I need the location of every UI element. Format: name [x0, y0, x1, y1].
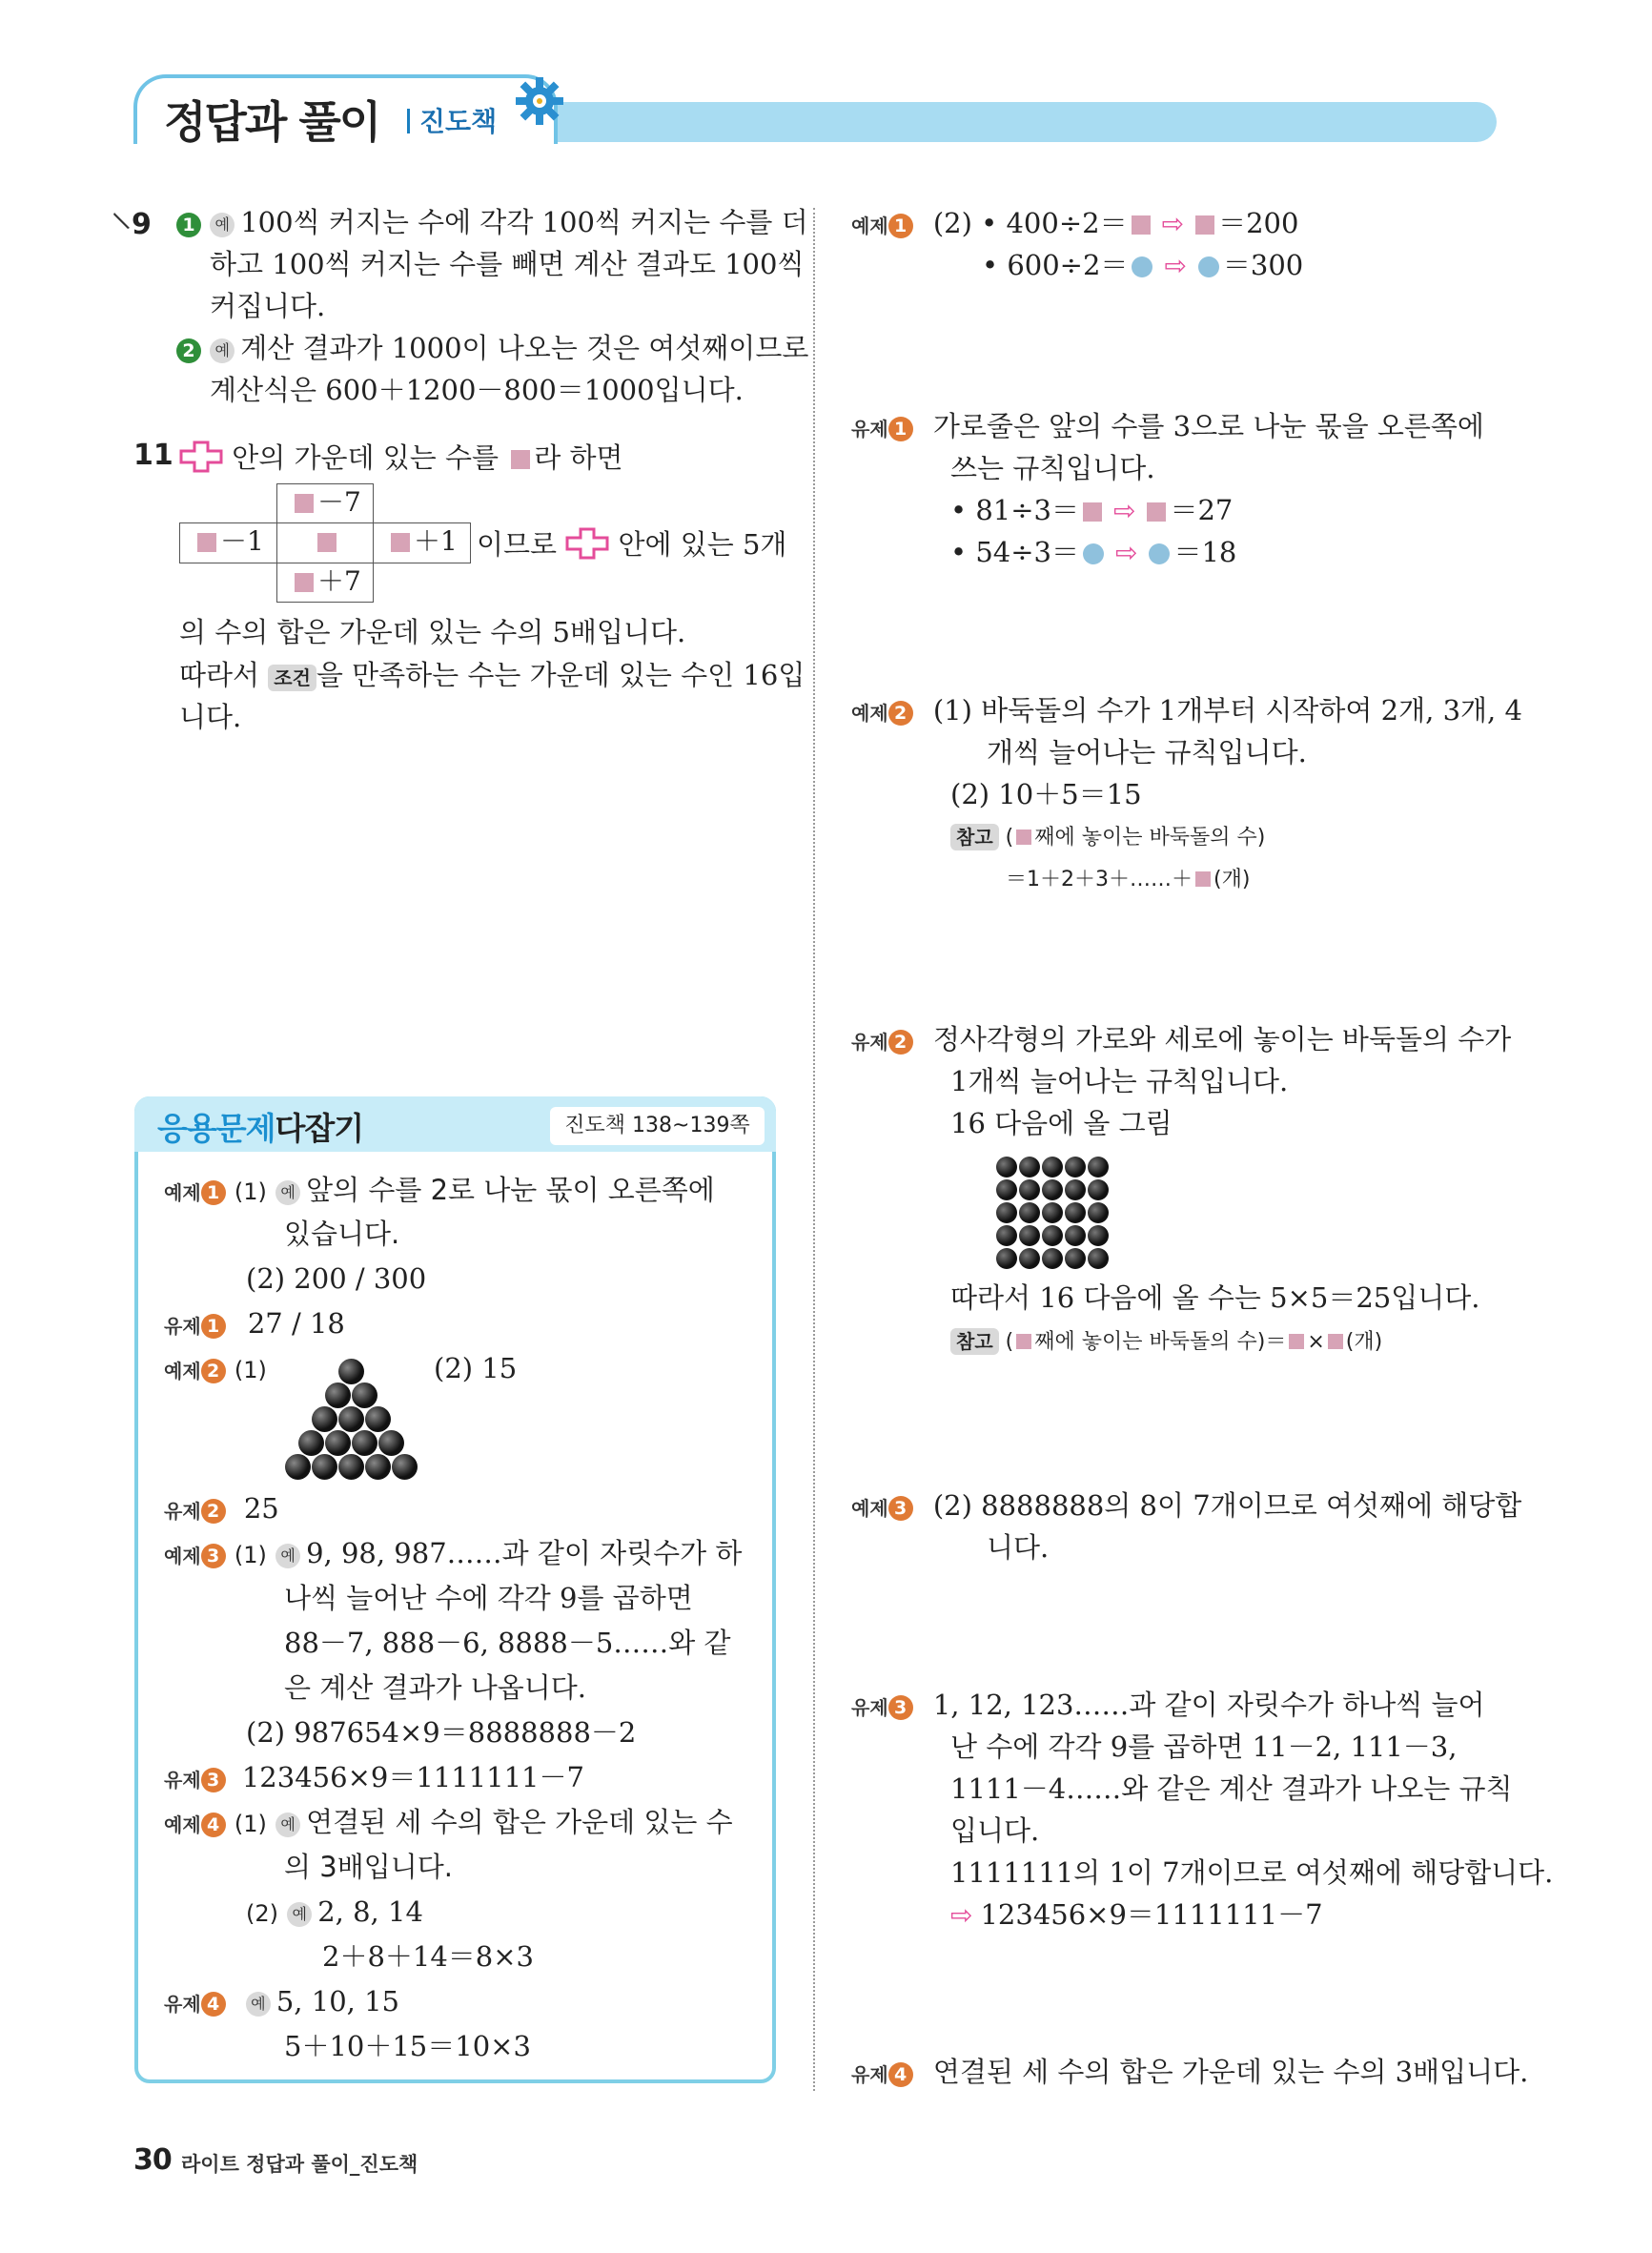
stone: [1088, 1225, 1109, 1246]
stone: [1042, 1248, 1063, 1269]
yu-number: 1: [201, 1314, 226, 1339]
applied-box-title: [157, 1104, 363, 1149]
text: ＝300: [1222, 249, 1304, 281]
box-ex3-line4: 은 계산 결과가 나옵니다.: [284, 1671, 587, 1704]
square-placeholder: [1132, 215, 1151, 235]
footer-page-number: 30: [133, 2143, 172, 2177]
ex-label: 예제: [164, 1360, 201, 1383]
text: (2) • 400÷2＝: [932, 207, 1128, 239]
ex-label: 예제: [164, 1181, 201, 1204]
stone: [352, 1383, 377, 1408]
cross-shape-icon: [565, 527, 609, 560]
text: 째에 놓이는 바둑돌의 수)＝: [1034, 1330, 1287, 1354]
stone: [1019, 1248, 1040, 1269]
square-placeholder: [317, 533, 337, 552]
box-yu4-line2: 5＋10＋15＝10×3: [284, 2030, 531, 2062]
yu-label: 유제: [851, 1031, 888, 1054]
box-ex4-line4: 2＋8＋14＝8×3: [322, 1940, 535, 1973]
footer-text: 라이트 정답과 풀이_진도책: [181, 2153, 418, 2176]
q11-after: [477, 527, 786, 560]
text: (: [1005, 826, 1014, 850]
square-placeholder: [1195, 215, 1214, 235]
text: ＝200: [1218, 207, 1299, 239]
stone: [996, 1157, 1017, 1178]
circle-placeholder: [1198, 256, 1219, 277]
square-placeholder: [295, 573, 314, 592]
ex-label: 예제: [851, 1497, 888, 1520]
stone: [1042, 1202, 1063, 1223]
stone: [378, 1430, 404, 1456]
box-yu3: [164, 1763, 584, 1794]
text: ×: [1307, 1330, 1325, 1354]
square-placeholder: [1289, 1334, 1304, 1349]
text: (: [1005, 1330, 1014, 1354]
stone: [352, 1430, 377, 1456]
text: (개): [1214, 868, 1251, 891]
stone: [1019, 1202, 1040, 1223]
yu-label: 유제: [164, 1315, 201, 1338]
ex-number: 3: [201, 1544, 226, 1568]
q11-line4: [179, 661, 805, 691]
text: ＝1＋2＋3＋……＋: [1006, 868, 1193, 891]
ex-label: 예제: [851, 702, 888, 725]
yu-number: 4: [201, 1992, 226, 2017]
yu-number: 1: [888, 417, 913, 441]
ex-label: 예제: [851, 215, 888, 237]
stone: [1042, 1225, 1063, 1246]
q9-p1-line2: 하고 100씩 커지는 수를 빼면 계산 결과도 100씩: [210, 248, 805, 280]
text: 이므로: [477, 528, 558, 561]
cross-cell-center: [276, 522, 374, 563]
text: 계산 결과가 1000이 나오는 것은 여섯째이므로: [240, 332, 809, 364]
ex-number: 3: [888, 1496, 913, 1521]
stone: [365, 1454, 391, 1480]
part-num: (2): [246, 1900, 278, 1927]
cross-cell-bottom: [276, 563, 374, 603]
text: 123456×9＝1111111－7: [241, 1761, 584, 1793]
r-yu2-l4: 따라서 16 다음에 올 수는 5×5＝25입니다.: [950, 1281, 1480, 1314]
text: 27 / 18: [247, 1307, 345, 1340]
stone: [1088, 1179, 1109, 1200]
yu-number: 3: [888, 1695, 913, 1720]
ex-number: 2: [201, 1359, 226, 1383]
r-ex2-l1: [851, 696, 1522, 727]
text: • 81÷3＝: [950, 494, 1079, 526]
stone: [1088, 1248, 1109, 1269]
stone: [1065, 1179, 1086, 1200]
circle-placeholder: [1149, 543, 1170, 564]
box-ex1-line1: [164, 1176, 715, 1207]
r-ex1-a: [851, 209, 1298, 240]
ye-badge: 예: [275, 1544, 300, 1568]
stone: [1065, 1157, 1086, 1178]
cross-cell-right: [373, 522, 471, 563]
r-yu3-l1: [851, 1690, 1484, 1722]
r-yu1-l2: 쓰는 규칙입니다.: [950, 452, 1155, 484]
r-ex1-b: [982, 251, 1303, 280]
ye-badge: 예: [275, 1813, 300, 1837]
yu-label: 유제: [164, 1500, 201, 1523]
box-ex1-line2: 있습니다.: [284, 1218, 400, 1250]
header-divider: [407, 109, 410, 133]
ex-number: 4: [201, 1813, 226, 1837]
stone: [1088, 1157, 1109, 1178]
box-yu1: [164, 1309, 345, 1341]
text: • 600÷2＝: [982, 249, 1129, 281]
text: (2) 8888888의 8이 7개이므로 여섯째에 해당합: [932, 1489, 1522, 1522]
ex-number: 1: [201, 1180, 226, 1205]
yu-label: 유제: [851, 1696, 888, 1719]
square-placeholder: [1016, 1334, 1031, 1349]
stone: [1019, 1179, 1040, 1200]
text: 1, 12, 123……과 같이 자릿수가 하나씩 늘어: [932, 1689, 1485, 1721]
text: ＋1: [414, 525, 458, 557]
r-yu2-l2: 1개씩 늘어나는 규칙입니다.: [950, 1065, 1289, 1097]
q9-p2-line1: [176, 334, 808, 363]
ye-badge: 예: [275, 1180, 300, 1205]
yu-label: 유제: [164, 1993, 201, 2016]
square-placeholder: [1083, 502, 1102, 522]
q9-p1-line1: [176, 208, 808, 237]
box-yu2: [164, 1494, 279, 1526]
stone: [312, 1406, 337, 1432]
q9-marker-1: 1: [176, 213, 201, 237]
stone: [996, 1225, 1017, 1246]
ye-badge: 예: [210, 338, 235, 363]
box-ex4-line2: 의 3배입니다.: [284, 1851, 453, 1883]
box-ex4-part2: [246, 1897, 423, 1928]
yu-label: 유제: [851, 418, 888, 440]
ex-label: 예제: [164, 1813, 201, 1836]
text: ＋7: [317, 565, 361, 597]
r-yu3-l2: 난 수에 각각 9를 곱하면 11－2, 111－3,: [950, 1731, 1458, 1763]
yu-number: 2: [888, 1030, 913, 1055]
q9-marker-2: 2: [176, 338, 201, 363]
r-yu1-a: [950, 496, 1233, 525]
stone: [338, 1454, 364, 1480]
pencil-icon: [112, 210, 133, 231]
yu-label: 유제: [851, 2063, 888, 2086]
r-ex2-note1: [950, 824, 1265, 852]
r-ex2-note2: [1006, 866, 1250, 894]
r-yu3-l3: 1111－4……와 같은 계산 결과가 나오는 규칙: [950, 1772, 1513, 1805]
text: 안의 가운데 있는 수를: [232, 441, 499, 474]
square-placeholder: [391, 533, 410, 552]
text: 라 하면: [534, 441, 623, 474]
text: 5, 10, 15: [275, 1985, 399, 2017]
text: 연결된 세 수의 합은 가운데 있는 수의 3배입니다.: [932, 2056, 1529, 2088]
text: 앞의 수를 2로 나눈 몫이 오른쪽에: [306, 1174, 715, 1206]
square-placeholder: [1147, 502, 1166, 522]
text: (1) 바둑돌의 수가 1개부터 시작하여 2개, 3개, 4: [932, 694, 1522, 727]
title-a: 응용문제: [157, 1110, 275, 1147]
ex-label: 예제: [164, 1545, 201, 1567]
box-ex3-line1: [164, 1539, 742, 1570]
gear-icon: [511, 72, 568, 130]
yu-label: 유제: [164, 1769, 201, 1792]
r-yu3-l6: [950, 1900, 1323, 1930]
arrow-right-icon: ⇨: [1161, 208, 1185, 239]
r-ex3-l1: [851, 1491, 1521, 1523]
text: 정사각형의 가로와 세로에 놓이는 바둑돌의 수가: [932, 1023, 1512, 1055]
text: 안에 있는 5개: [618, 528, 787, 561]
box-ex2: [164, 1354, 267, 1385]
r-ex2-l2: 개씩 늘어나는 규칙입니다.: [987, 736, 1307, 768]
square-placeholder: [1328, 1334, 1343, 1349]
stone: [996, 1248, 1017, 1269]
text: 째에 놓이는 바둑돌의 수): [1034, 826, 1266, 850]
stone: [1065, 1248, 1086, 1269]
arrow-right-icon: ⇨: [1112, 495, 1136, 526]
q11-number: 11: [133, 439, 173, 472]
title-b: 다잡기: [275, 1110, 364, 1147]
box-ex3-line2: 나씩 늘어난 수에 각각 9를 곱하면: [284, 1582, 693, 1614]
stone: [365, 1406, 391, 1432]
yu-number: 4: [888, 2062, 913, 2087]
reference-tag: 참고: [950, 1328, 999, 1355]
text: 25: [243, 1492, 279, 1525]
text: 9, 98, 987……과 같이 자릿수가 하: [306, 1537, 743, 1569]
square-placeholder: [295, 494, 314, 513]
text: 연결된 세 수의 합은 가운데 있는 수: [306, 1806, 733, 1838]
square-placeholder: [511, 450, 530, 469]
stone: [285, 1454, 311, 1480]
q9-p2-line2: 계산식은 600＋1200－800＝1000입니다.: [210, 374, 744, 406]
ex-number: 2: [888, 701, 913, 726]
stone: [325, 1383, 351, 1408]
ye-badge: 예: [246, 1992, 271, 2017]
header-bar: [558, 102, 1497, 142]
r-yu2-l3: 16 다음에 올 그림: [950, 1107, 1173, 1139]
yu-number: 3: [201, 1768, 226, 1792]
text: ＝18: [1173, 536, 1237, 568]
stone: [338, 1406, 364, 1432]
text: －1: [220, 525, 264, 557]
text: －7: [317, 486, 361, 518]
r-yu1-l1: [851, 412, 1484, 443]
stone: [312, 1454, 337, 1480]
q11-line3: 의 수의 합은 가운데 있는 수의 5배입니다.: [179, 616, 686, 648]
stone: [1042, 1179, 1063, 1200]
circle-placeholder: [1083, 543, 1104, 564]
stone: [1065, 1225, 1086, 1246]
text: 을 만족하는 수는 가운데 있는 수인 16입: [316, 659, 806, 691]
column-divider: [813, 208, 815, 2091]
text: ＝27: [1170, 494, 1234, 526]
arrow-right-icon: ⇨: [1164, 250, 1187, 281]
stone: [996, 1179, 1017, 1200]
r-ex3-l2: 니다.: [987, 1531, 1050, 1564]
q11-line5: 니다.: [179, 701, 242, 733]
part-num: (1): [234, 1811, 267, 1837]
text: 123456×9＝1111111－7: [980, 1898, 1323, 1931]
applied-box-pages: 진도책 138~139쪽: [550, 1107, 765, 1145]
stone: [325, 1430, 351, 1456]
stone: [996, 1202, 1017, 1223]
box-ex3-line3: 88－7, 888－6, 8888－5……와 같: [284, 1627, 731, 1659]
r-ex2-l3: (2) 10＋5＝15: [950, 778, 1142, 810]
ye-badge: 예: [210, 213, 235, 237]
box-ex4-line1: [164, 1808, 733, 1839]
square-placeholder: [1195, 871, 1211, 887]
box-yu4-line1: [164, 1987, 399, 2018]
ex-number: 1: [888, 214, 913, 238]
stone: [392, 1454, 418, 1480]
ye-badge: 예: [287, 1902, 312, 1927]
header-subtitle: 진도책: [419, 106, 498, 137]
yu-number: 2: [201, 1499, 226, 1524]
r-yu3-l4: 입니다.: [950, 1814, 1040, 1847]
part-num: (1): [234, 1357, 267, 1383]
r-yu4-l1: [851, 2058, 1528, 2089]
condition-tag: 조건: [268, 665, 316, 691]
box-ex1-line3: (2) 200 / 300: [246, 1262, 427, 1295]
text: • 54÷3＝: [950, 536, 1079, 568]
q9-number: 9: [132, 208, 152, 241]
reference-tag: 참고: [950, 824, 999, 850]
cross-cell-left: [179, 522, 277, 563]
circle-placeholder: [1132, 256, 1152, 277]
cross-cell-top: [276, 483, 374, 523]
r-yu1-b: [950, 538, 1236, 567]
text: 2, 8, 14: [317, 1895, 423, 1928]
text: (개): [1345, 1330, 1383, 1354]
stone: [338, 1359, 364, 1384]
stone: [1019, 1157, 1040, 1178]
stone: [1088, 1202, 1109, 1223]
cross-shape-icon: [179, 440, 223, 473]
arrow-right-icon: ⇨: [1114, 537, 1138, 568]
part-num: (1): [234, 1178, 267, 1205]
r-yu2-note: [950, 1328, 1382, 1357]
r-yu2-l1: [851, 1025, 1511, 1056]
part-num: (1): [234, 1542, 267, 1568]
square-placeholder: [197, 533, 216, 552]
square-placeholder: [1016, 830, 1031, 845]
stone: [1065, 1202, 1086, 1223]
q11-intro: [179, 440, 622, 473]
text: 100씩 커지는 수에 각각 100씩 커지는 수를 더: [240, 206, 808, 238]
stone: [298, 1430, 324, 1456]
r-yu3-l5: 1111111의 1이 7개이므로 여섯째에 해당합니다.: [950, 1856, 1554, 1889]
header-title: 정답과 풀이: [164, 96, 380, 148]
stone: [1019, 1225, 1040, 1246]
arrow-right-icon: ⇨: [950, 1899, 973, 1931]
text: 따라서: [179, 659, 260, 691]
text: 가로줄은 앞의 수를 3으로 나눈 몫을 오른쪽에: [932, 410, 1484, 442]
stone: [1042, 1157, 1063, 1178]
q9-p1-line3: 커집니다.: [210, 290, 326, 322]
box-ex3-part2: (2) 987654×9＝8888888－2: [246, 1716, 637, 1749]
box-ex2-part2: (2) 15: [434, 1352, 518, 1384]
